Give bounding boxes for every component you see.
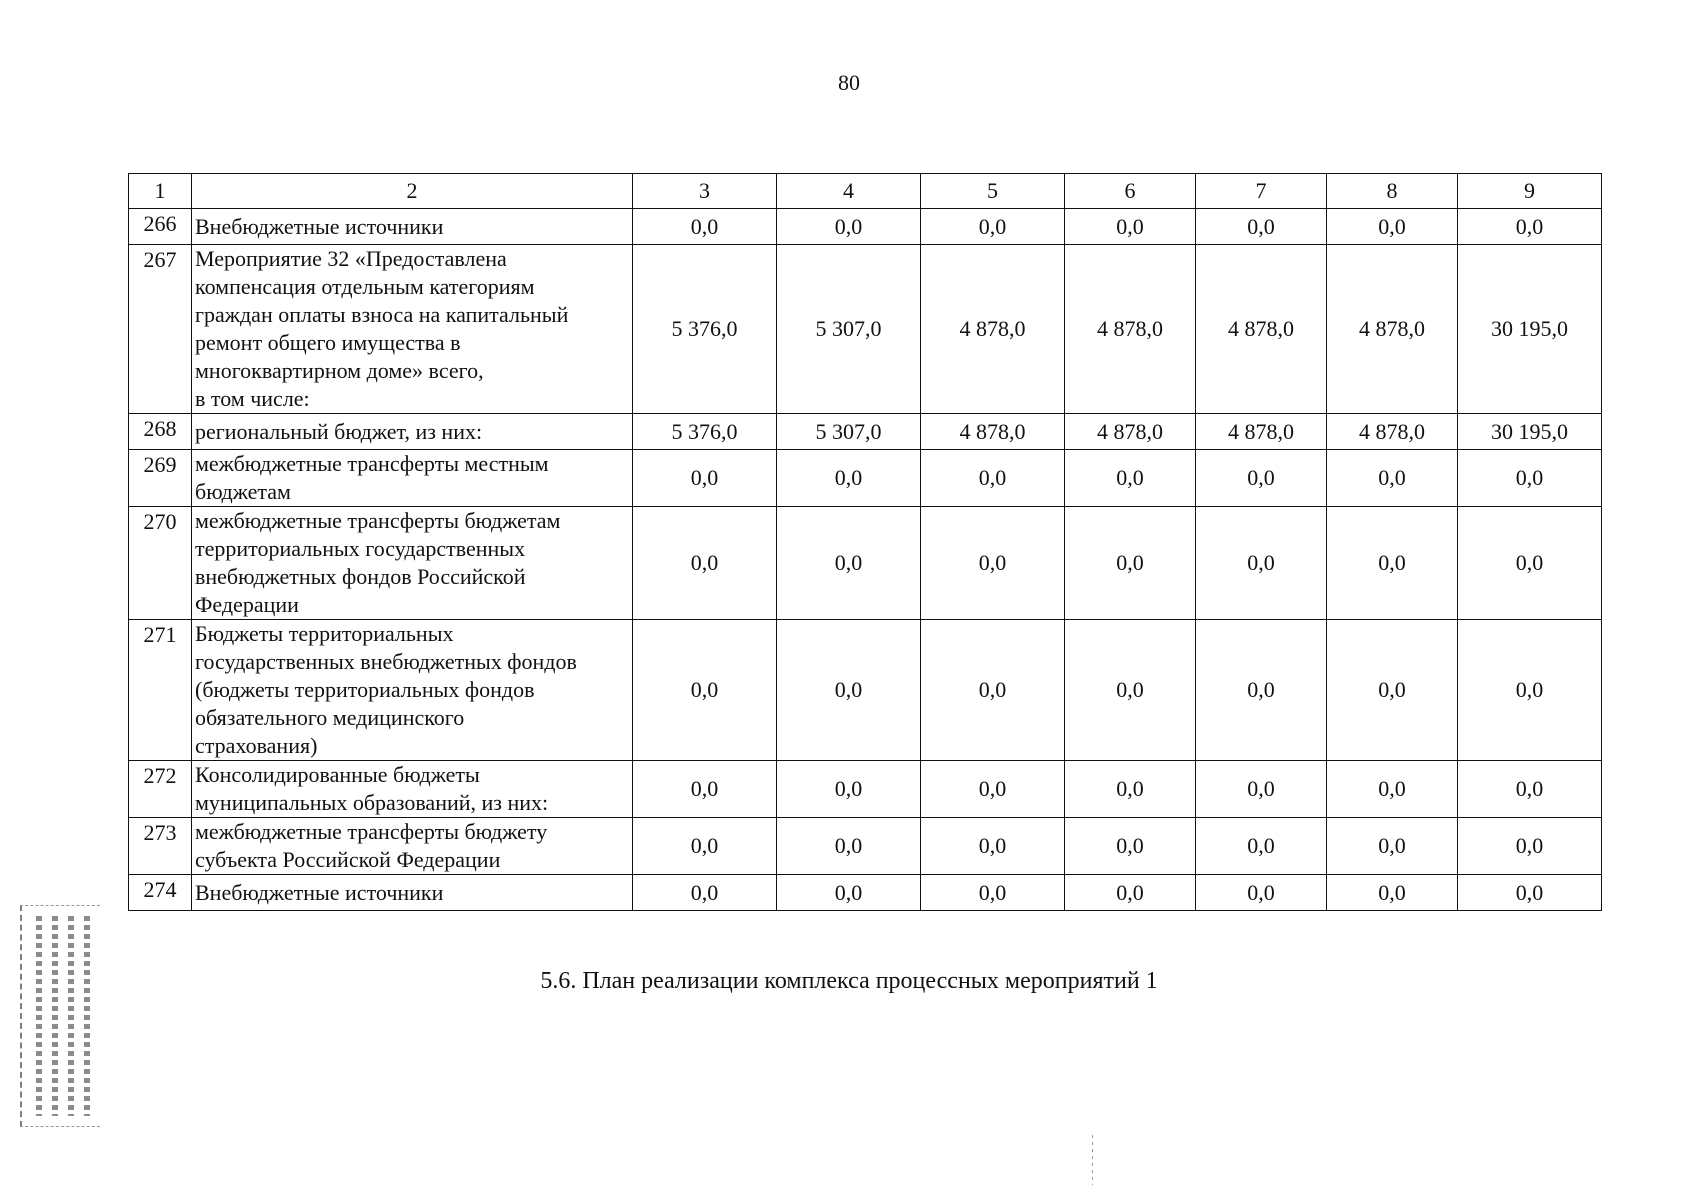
row-value: 0,0 (633, 875, 777, 911)
row-value: 0,0 (1196, 818, 1327, 875)
row-value: 0,0 (1196, 450, 1327, 507)
table-row (129, 620, 1602, 761)
scan-artifact-mark (1092, 1135, 1093, 1185)
row-value: 0,0 (777, 507, 921, 620)
row-value: 0,0 (633, 507, 777, 620)
row-description: региональный бюджет, из них: (192, 414, 633, 450)
row-number: 269 (129, 450, 192, 507)
row-value: 5 307,0 (777, 245, 921, 414)
row-value: 4 878,0 (1065, 245, 1196, 414)
row-value: 0,0 (777, 209, 921, 245)
row-number: 271 (129, 620, 192, 761)
table-row (129, 209, 1602, 245)
row-value: 0,0 (1065, 450, 1196, 507)
row-value: 0,0 (1196, 875, 1327, 911)
row-value: 0,0 (1327, 209, 1458, 245)
section-title: 5.6. План реализации комплекса процессных мероприятий 1 (540, 968, 1158, 994)
row-value: 0,0 (921, 209, 1065, 245)
table-row (129, 414, 1602, 450)
row-value: 0,0 (777, 450, 921, 507)
row-value: 0,0 (921, 620, 1065, 761)
row-value: 0,0 (1458, 507, 1602, 620)
budget-table (128, 173, 1602, 911)
stamp-text-line (36, 916, 42, 1116)
column-header: 2 (192, 174, 633, 209)
row-value: 4 878,0 (1196, 414, 1327, 450)
row-description: межбюджетные трансферты бюджетам территориальных государственных внебюджетных фондов Российской Федерации (192, 507, 633, 620)
table-row (129, 450, 1602, 507)
column-header: 7 (1196, 174, 1327, 209)
stamp-text-line (52, 916, 58, 1116)
table-row (129, 875, 1602, 911)
row-value: 0,0 (633, 818, 777, 875)
row-value: 0,0 (633, 450, 777, 507)
page-number: 80 (838, 70, 860, 95)
table-row (129, 761, 1602, 818)
column-header: 9 (1458, 174, 1602, 209)
row-value: 0,0 (777, 875, 921, 911)
row-value: 5 376,0 (633, 245, 777, 414)
row-value: 0,0 (1327, 507, 1458, 620)
row-description: Внебюджетные источники (192, 875, 633, 911)
row-value: 5 307,0 (777, 414, 921, 450)
row-value: 0,0 (921, 450, 1065, 507)
row-value: 0,0 (1327, 875, 1458, 911)
row-value: 0,0 (1458, 761, 1602, 818)
row-value: 0,0 (1458, 450, 1602, 507)
row-value: 0,0 (1458, 818, 1602, 875)
row-value: 0,0 (1327, 761, 1458, 818)
row-value: 30 195,0 (1458, 414, 1602, 450)
row-value: 0,0 (633, 620, 777, 761)
row-value: 0,0 (1065, 761, 1196, 818)
row-number: 267 (129, 245, 192, 414)
row-value: 4 878,0 (1065, 414, 1196, 450)
column-header: 6 (1065, 174, 1196, 209)
row-description: Бюджеты территориальных государственных внебюджетных фондов (бюджеты территориальных фондов обязательного медицинского страхования) (192, 620, 633, 761)
column-header: 8 (1327, 174, 1458, 209)
row-value: 0,0 (1065, 818, 1196, 875)
row-value: 0,0 (1458, 620, 1602, 761)
row-value: 0,0 (921, 875, 1065, 911)
row-description: Консолидированные бюджеты муниципальных образований, из них: (192, 761, 633, 818)
row-value: 0,0 (1458, 209, 1602, 245)
row-value: 0,0 (921, 818, 1065, 875)
row-description: межбюджетные трансферты местным бюджетам (192, 450, 633, 507)
row-value: 0,0 (1196, 209, 1327, 245)
row-number: 274 (129, 875, 192, 911)
row-number: 270 (129, 507, 192, 620)
row-value: 0,0 (1196, 620, 1327, 761)
row-value: 4 878,0 (1196, 245, 1327, 414)
stamp-text-line (68, 916, 74, 1116)
row-value: 0,0 (921, 761, 1065, 818)
row-value: 5 376,0 (633, 414, 777, 450)
row-value: 0,0 (921, 507, 1065, 620)
row-value: 0,0 (777, 620, 921, 761)
row-value: 0,0 (633, 761, 777, 818)
stamp-text-line (84, 916, 90, 1116)
row-number: 272 (129, 761, 192, 818)
column-header: 5 (921, 174, 1065, 209)
row-value: 4 878,0 (921, 245, 1065, 414)
row-number: 268 (129, 414, 192, 450)
row-value: 0,0 (1065, 620, 1196, 761)
row-value: 0,0 (1196, 507, 1327, 620)
row-description: Мероприятие 32 «Предоставлена компенсация отдельным категориям граждан оплаты взноса на капитальный ремонт общего имущества в многоквартирном доме» всего, в том числе: (192, 245, 633, 414)
row-value: 4 878,0 (921, 414, 1065, 450)
row-value: 30 195,0 (1458, 245, 1602, 414)
row-description: межбюджетные трансферты бюджету субъекта Российской Федерации (192, 818, 633, 875)
table-row (129, 507, 1602, 620)
column-header: 1 (129, 174, 192, 209)
row-value: 0,0 (633, 209, 777, 245)
row-value: 0,0 (1327, 450, 1458, 507)
row-number: 266 (129, 209, 192, 245)
row-value: 0,0 (1327, 620, 1458, 761)
row-value: 0,0 (777, 818, 921, 875)
column-header: 4 (777, 174, 921, 209)
row-description: Внебюджетные источники (192, 209, 633, 245)
row-number: 273 (129, 818, 192, 875)
column-header: 3 (633, 174, 777, 209)
row-value: 0,0 (1065, 875, 1196, 911)
table-row (129, 245, 1602, 414)
row-value: 0,0 (777, 761, 921, 818)
table-row (129, 818, 1602, 875)
row-value: 0,0 (1196, 761, 1327, 818)
registration-stamp (20, 905, 100, 1127)
row-value: 4 878,0 (1327, 414, 1458, 450)
table-header-row (129, 174, 1602, 209)
row-value: 0,0 (1458, 875, 1602, 911)
row-value: 0,0 (1327, 818, 1458, 875)
row-value: 0,0 (1065, 507, 1196, 620)
row-value: 0,0 (1065, 209, 1196, 245)
row-value: 4 878,0 (1327, 245, 1458, 414)
